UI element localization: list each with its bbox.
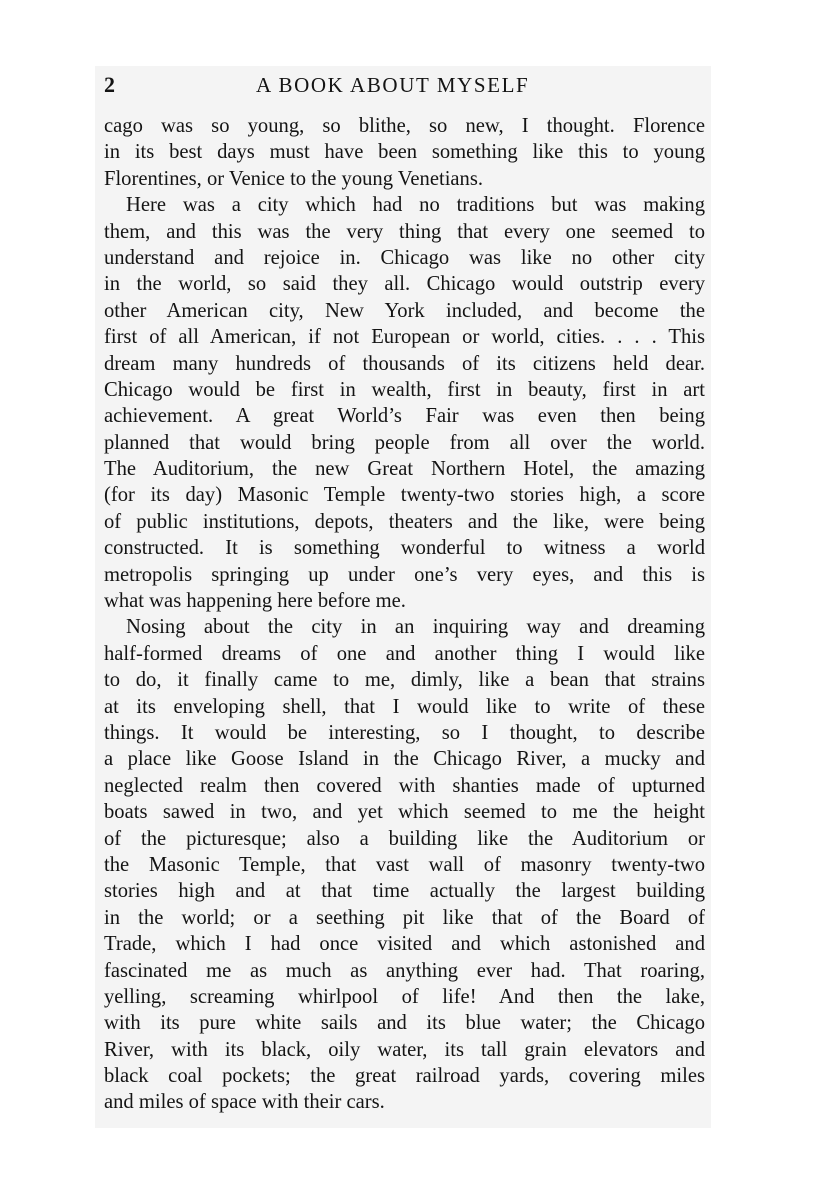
text-line: yelling, screaming whirlpool of life! And then the lake,	[104, 985, 705, 1008]
text-line: other American city, New York included, and become the	[104, 299, 705, 322]
text-line: of the picturesque; also a building like the Auditorium or	[104, 827, 705, 850]
text-line: first of all American, if not European or world, cities. . . . This	[104, 326, 705, 349]
text-line: to do, it finally came to me, dimly, like a bean that strains	[104, 669, 705, 692]
paragraph	[104, 113, 705, 192]
text-line: and miles of space with their cars.	[104, 1091, 385, 1114]
text-line: stories high and at that time actually the largest building	[104, 880, 705, 903]
text-line: Trade, which I had once visited and which astonished and	[104, 933, 705, 956]
text-line: Florentines, or Venice to the young Venetians.	[104, 167, 484, 190]
text-line: with its pure white sails and its blue water; the Chicago	[104, 1012, 705, 1035]
text-line: planned that would bring people from all over the world.	[104, 431, 705, 454]
text-line: dream many hundreds of thousands of its citizens held dear.	[104, 352, 705, 375]
text-line: of public institutions, depots, theaters and the like, were being	[104, 510, 705, 533]
text-line: black coal pockets; the great railroad yards, covering miles	[104, 1065, 705, 1088]
text-line: fascinated me as much as anything ever had. That roaring,	[104, 959, 705, 982]
text-line: (for its day) Masonic Temple twenty-two stories high, a score	[104, 484, 705, 507]
text-line: in its best days must have been something like this to young	[104, 141, 705, 164]
text-line: constructed. It is something wonderful to witness a world	[104, 537, 705, 560]
text-line: achievement. A great World’s Fair was even then being	[104, 405, 705, 428]
text-line: the Masonic Temple, that vast wall of masonry twenty-two	[104, 853, 705, 876]
text-line: a place like Goose Island in the Chicago River, a mucky and	[104, 748, 705, 771]
text-line: neglected realm then covered with shanties made of upturned	[104, 774, 705, 797]
running-head	[104, 72, 704, 102]
text-line: Nosing about the city in an inquiring way and dreaming	[126, 616, 705, 639]
text-line: metropolis springing up under one’s very eyes, and this is	[104, 563, 705, 586]
text-line: things. It would be interesting, so I thought, to describe	[104, 721, 705, 744]
paragraph	[104, 192, 705, 614]
text-line: understand and rejoice in. Chicago was like no other city	[104, 246, 705, 269]
text-line: in the world; or a seething pit like that of the Board of	[104, 906, 705, 929]
text-line: in the world, so said they all. Chicago would outstrip every	[104, 273, 705, 296]
text-line: The Auditorium, the new Great Northern Hotel, the amazing	[104, 458, 705, 481]
book-title: A BOOK ABOUT MYSELF	[256, 73, 530, 97]
text-line: cago was so young, so blithe, so new, I thought. Florence	[104, 115, 705, 137]
text-line: boats sawed in two, and yet which seemed to me the height	[104, 801, 705, 824]
text-line: at its enveloping shell, that I would like to write of these	[104, 695, 705, 718]
body-text	[104, 113, 705, 1116]
text-line: half-formed dreams of one and another thing I would like	[104, 642, 705, 665]
text-line: Chicago would be first in wealth, first in beauty, first in art	[104, 378, 705, 401]
text-line: River, with its black, oily water, its tall grain elevators and	[104, 1038, 705, 1061]
page-number: 2	[104, 72, 115, 97]
text-line: Here was a city which had no traditions but was making	[126, 194, 705, 217]
paragraph	[104, 614, 705, 1115]
text-line: what was happening here before me.	[104, 590, 406, 613]
text-line: them, and this was the very thing that every one seemed to	[104, 220, 705, 243]
